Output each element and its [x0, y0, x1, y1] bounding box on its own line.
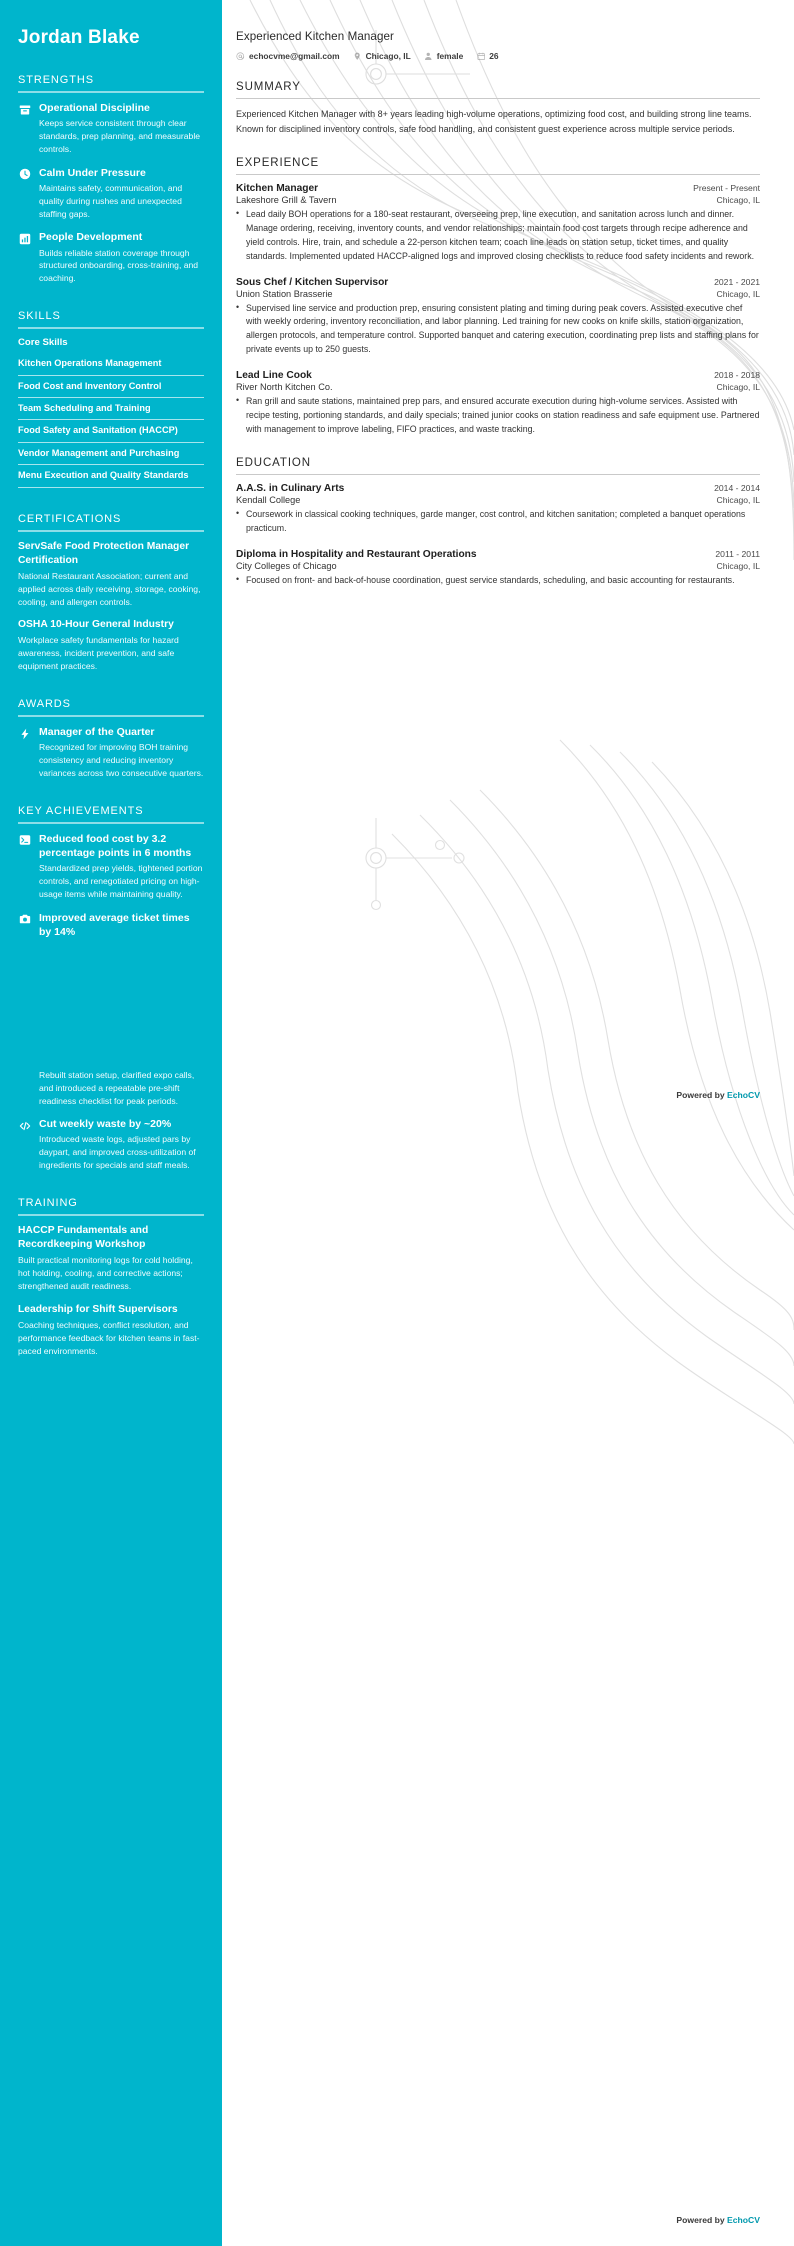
- footer-prefix: Powered by: [676, 1090, 728, 1100]
- education-location: Chicago, IL: [716, 560, 760, 571]
- section-education: [236, 457, 760, 588]
- calendar-icon: [476, 52, 485, 61]
- sidebar-section-key-achievements-continued: [18, 1069, 204, 1172]
- email-icon: [236, 52, 245, 61]
- sidebar-section-certifications: [18, 513, 204, 673]
- education-location: Chicago, IL: [716, 495, 760, 506]
- certification-title: OSHA 10-Hour General Industry: [18, 619, 174, 631]
- camera-icon: [18, 913, 31, 926]
- achievement-description: Standardized prep yields, tightened portion controls, and renegotiated pricing on high-usage items while maintaining quality.: [39, 862, 203, 899]
- education-entry: [236, 483, 760, 536]
- certification-title: ServSafe Food Protection Manager Certification: [18, 540, 190, 566]
- divider: [18, 530, 204, 532]
- strength-description: Maintains safety, communication, and quality during rushes and unexpected staffing gaps.: [39, 182, 183, 219]
- job-title: Lead Line Cook: [236, 370, 312, 382]
- job-organization: River North Kitchen Co.: [236, 382, 333, 393]
- strength-item: [18, 230, 204, 285]
- main-content: [222, 0, 794, 608]
- education-title: Diploma in Hospitality and Restaurant Operations: [236, 548, 477, 560]
- job-title: Sous Chef / Kitchen Supervisor: [236, 276, 389, 288]
- achievement-item: [18, 832, 204, 901]
- terminal-icon: [18, 834, 31, 847]
- candidate-name: Jordan Blake: [18, 27, 140, 48]
- contact-email-text: echocvme@gmail.com: [249, 51, 340, 61]
- job-dates: Present - Present: [693, 182, 760, 193]
- achievement-title: Cut weekly waste by ~20%: [39, 1118, 172, 1131]
- education-dates: 2011 - 2011: [715, 548, 760, 559]
- education-entry: [236, 549, 760, 588]
- job-bullets: [236, 395, 760, 437]
- section-experience: [236, 157, 760, 437]
- skill-item: Team Scheduling and Training: [18, 398, 204, 420]
- contact-email: [236, 51, 340, 61]
- footer-brand: EchoCV: [727, 2215, 760, 2225]
- contact-gender-text: female: [436, 51, 464, 61]
- contact-age: [476, 51, 498, 61]
- job-dates: 2018 - 2018: [714, 370, 760, 381]
- skill-item: Food Cost and Inventory Control: [18, 376, 204, 398]
- strength-item: [18, 166, 204, 221]
- experience-entry: [236, 370, 760, 437]
- strength-title: People Development: [39, 231, 143, 244]
- divider: [18, 822, 204, 824]
- education-organization: City Colleges of Chicago: [236, 560, 337, 571]
- sidebar-section-awards: [18, 698, 204, 780]
- divider: [18, 91, 204, 93]
- code-icon: [18, 1119, 31, 1132]
- location-pin-icon: [353, 52, 362, 61]
- sidebar-section-training: [18, 1197, 204, 1357]
- lightning-bolt-icon: [18, 727, 31, 740]
- job-bullet: • Supervised line service and production prep, ensuring consistent plating and timing during peak covers. Assisted executive chef with weekly ordering, inventory reconciliation, and labor planning. Led training for new cooks on knife skills, station organization, allergen protocols, and temperature control. Supported banquet and catering execution, coordinating prep lists and staffing plans for private events up to 250 guests.: [236, 302, 760, 358]
- footer-branding-page1: [676, 1090, 760, 1100]
- footer-brand: EchoCV: [727, 1090, 760, 1100]
- training-description: Built practical monitoring logs for cold holding, hot holding, cooling, and corrective actions; strengthened audit readiness.: [18, 1255, 193, 1291]
- sidebar-section-strengths: [18, 74, 204, 285]
- section-heading-education: EDUCATION: [236, 456, 311, 469]
- education-organization: Kendall College: [236, 495, 301, 506]
- section-summary: [236, 81, 760, 137]
- training-item: [18, 1303, 204, 1358]
- job-bullets: [236, 302, 760, 358]
- training-item: [18, 1224, 204, 1293]
- skill-item: Kitchen Operations Management: [18, 353, 204, 375]
- contact-location-text: Chicago, IL: [365, 51, 411, 61]
- skill-item: Menu Execution and Quality Standards: [18, 465, 204, 487]
- certification-item: [18, 618, 204, 673]
- section-heading-summary: SUMMARY: [236, 81, 301, 93]
- job-bullet: • Lead daily BOH operations for a 180-seat restaurant, overseeing prep, line execution, and sanitation across lunch and dinner. Manage ordering, receiving, inventory counts, and vendor relationships; maintain food cost targets through recipe adherence and yield controls. Hire, train, and schedule a 22-person kitchen team; coach line leads on station setup, ticket times, and quality standards. Implemented updated HACCP-aligned logs and improved closing checklists to reduce food safety incidents and rework.: [236, 208, 760, 264]
- contact-row: [236, 51, 760, 61]
- sidebar-section-skills: [18, 310, 204, 488]
- certification-description: Workplace safety fundamentals for hazard awareness, incident prevention, and safe equipment practices.: [18, 635, 179, 672]
- job-dates: 2021 - 2021: [714, 276, 760, 287]
- skill-item: Vendor Management and Purchasing: [18, 443, 204, 465]
- professional-headline: Experienced Kitchen Manager: [236, 30, 395, 43]
- contact-location: [353, 51, 411, 61]
- footer-prefix: Powered by: [676, 2215, 728, 2225]
- job-bullets: [236, 208, 760, 264]
- sidebar: [0, 0, 222, 2246]
- achievement-item: [18, 1117, 204, 1172]
- summary-text: Experienced Kitchen Manager with 8+ years leading high-volume operations, optimizing food cost, and building strong line teams. Known for disciplined inventory controls, safe food handling, and consistent guest experience across multiple service periods.: [236, 109, 752, 134]
- education-bullet: • Focused on front- and back-of-house coordination, guest service standards, scheduling, and basic accounting for restaurants.: [236, 574, 760, 588]
- award-item: [18, 725, 204, 780]
- strength-item: [18, 101, 204, 156]
- achievement-title: Improved average ticket times by 14%: [39, 911, 190, 938]
- divider: [18, 715, 204, 717]
- certification-item: [18, 540, 204, 609]
- contact-gender: [424, 51, 464, 61]
- section-heading-training: TRAINING: [18, 1197, 78, 1210]
- achievement-description-continued: Rebuilt station setup, clarified expo calls, and introduced a repeatable pre-shift readiness checklist for peak periods.: [39, 1069, 195, 1106]
- contact-age-text: 26: [489, 51, 499, 61]
- training-title: HACCP Fundamentals and Recordkeeping Workshop: [18, 1225, 149, 1251]
- job-title: Kitchen Manager: [236, 182, 319, 194]
- education-dates: 2014 - 2014: [714, 483, 760, 494]
- divider: [236, 174, 760, 175]
- education-bullets: [236, 574, 760, 588]
- divider: [236, 98, 760, 99]
- skill-group-label: Core Skills: [18, 337, 68, 349]
- achievement-item: [18, 911, 204, 941]
- job-location: Chicago, IL: [716, 194, 760, 205]
- section-heading-key-achievements: KEY ACHIEVEMENTS: [18, 804, 144, 817]
- education-bullet: • Coursework in classical cooking techniques, garde manger, cost control, and kitchen sanitation; completed a banquet operations practicum.: [236, 508, 760, 536]
- person-icon: [424, 52, 433, 61]
- divider: [236, 474, 760, 475]
- archive-box-icon: [18, 103, 31, 116]
- sidebar-section-key-achievements: [18, 805, 204, 941]
- achievement-title: Reduced food cost by 3.2 percentage points in 6 months: [39, 832, 192, 859]
- training-description: Coaching techniques, conflict resolution, and performance feedback for kitchen teams in fast-paced environments.: [18, 1319, 200, 1356]
- job-location: Chicago, IL: [716, 382, 760, 393]
- education-bullets: [236, 508, 760, 536]
- award-title: Manager of the Quarter: [39, 726, 155, 739]
- certification-description: National Restaurant Association; current and applied across daily receiving, storage, cooking, cooling, and allergen controls.: [18, 570, 201, 607]
- skill-item: Food Safety and Sanitation (HACCP): [18, 420, 204, 442]
- divider: [18, 327, 204, 329]
- job-organization: Lakeshore Grill & Tavern: [236, 194, 337, 205]
- footer-branding-page2: [676, 2215, 760, 2225]
- section-heading-certifications: CERTIFICATIONS: [18, 512, 122, 525]
- divider: [18, 1214, 204, 1216]
- section-heading-awards: AWARDS: [18, 698, 71, 711]
- achievement-description: Introduced waste logs, adjusted pars by daypart, and improved cross-utilization of ingredients for specials and staff meals.: [39, 1134, 196, 1171]
- section-heading-experience: EXPERIENCE: [236, 156, 320, 169]
- job-bullet: • Ran grill and saute stations, maintained prep pars, and ensured accurate execution during high-volume services. Assisted with recipe testing, portioning standards, and daily specials; trained junior cooks on station readiness and safe equipment use. Partnered with management to improve labeling, FIFO practices, and waste tracking.: [236, 395, 760, 437]
- strength-title: Calm Under Pressure: [39, 166, 146, 179]
- strength-title: Operational Discipline: [39, 102, 150, 114]
- experience-entry: [236, 277, 760, 358]
- strength-description: Keeps service consistent through clear standards, prep planning, and measurable controls.: [39, 118, 201, 154]
- job-organization: Union Station Brasserie: [236, 288, 333, 299]
- clock-icon: [18, 168, 31, 181]
- education-title: A.A.S. in Culinary Arts: [236, 483, 345, 495]
- award-description: Recognized for improving BOH training consistency and reducing inventory variances across two consecutive quarters.: [39, 742, 204, 778]
- section-heading-skills: SKILLS: [18, 310, 61, 323]
- bar-chart-icon: [18, 232, 31, 245]
- training-title: Leadership for Shift Supervisors: [18, 1303, 178, 1315]
- section-heading-strengths: STRENGTHS: [18, 74, 94, 86]
- strength-description: Builds reliable station coverage through structured onboarding, cross-training, and coaching.: [39, 247, 199, 284]
- experience-entry: [236, 183, 760, 264]
- job-location: Chicago, IL: [716, 288, 760, 299]
